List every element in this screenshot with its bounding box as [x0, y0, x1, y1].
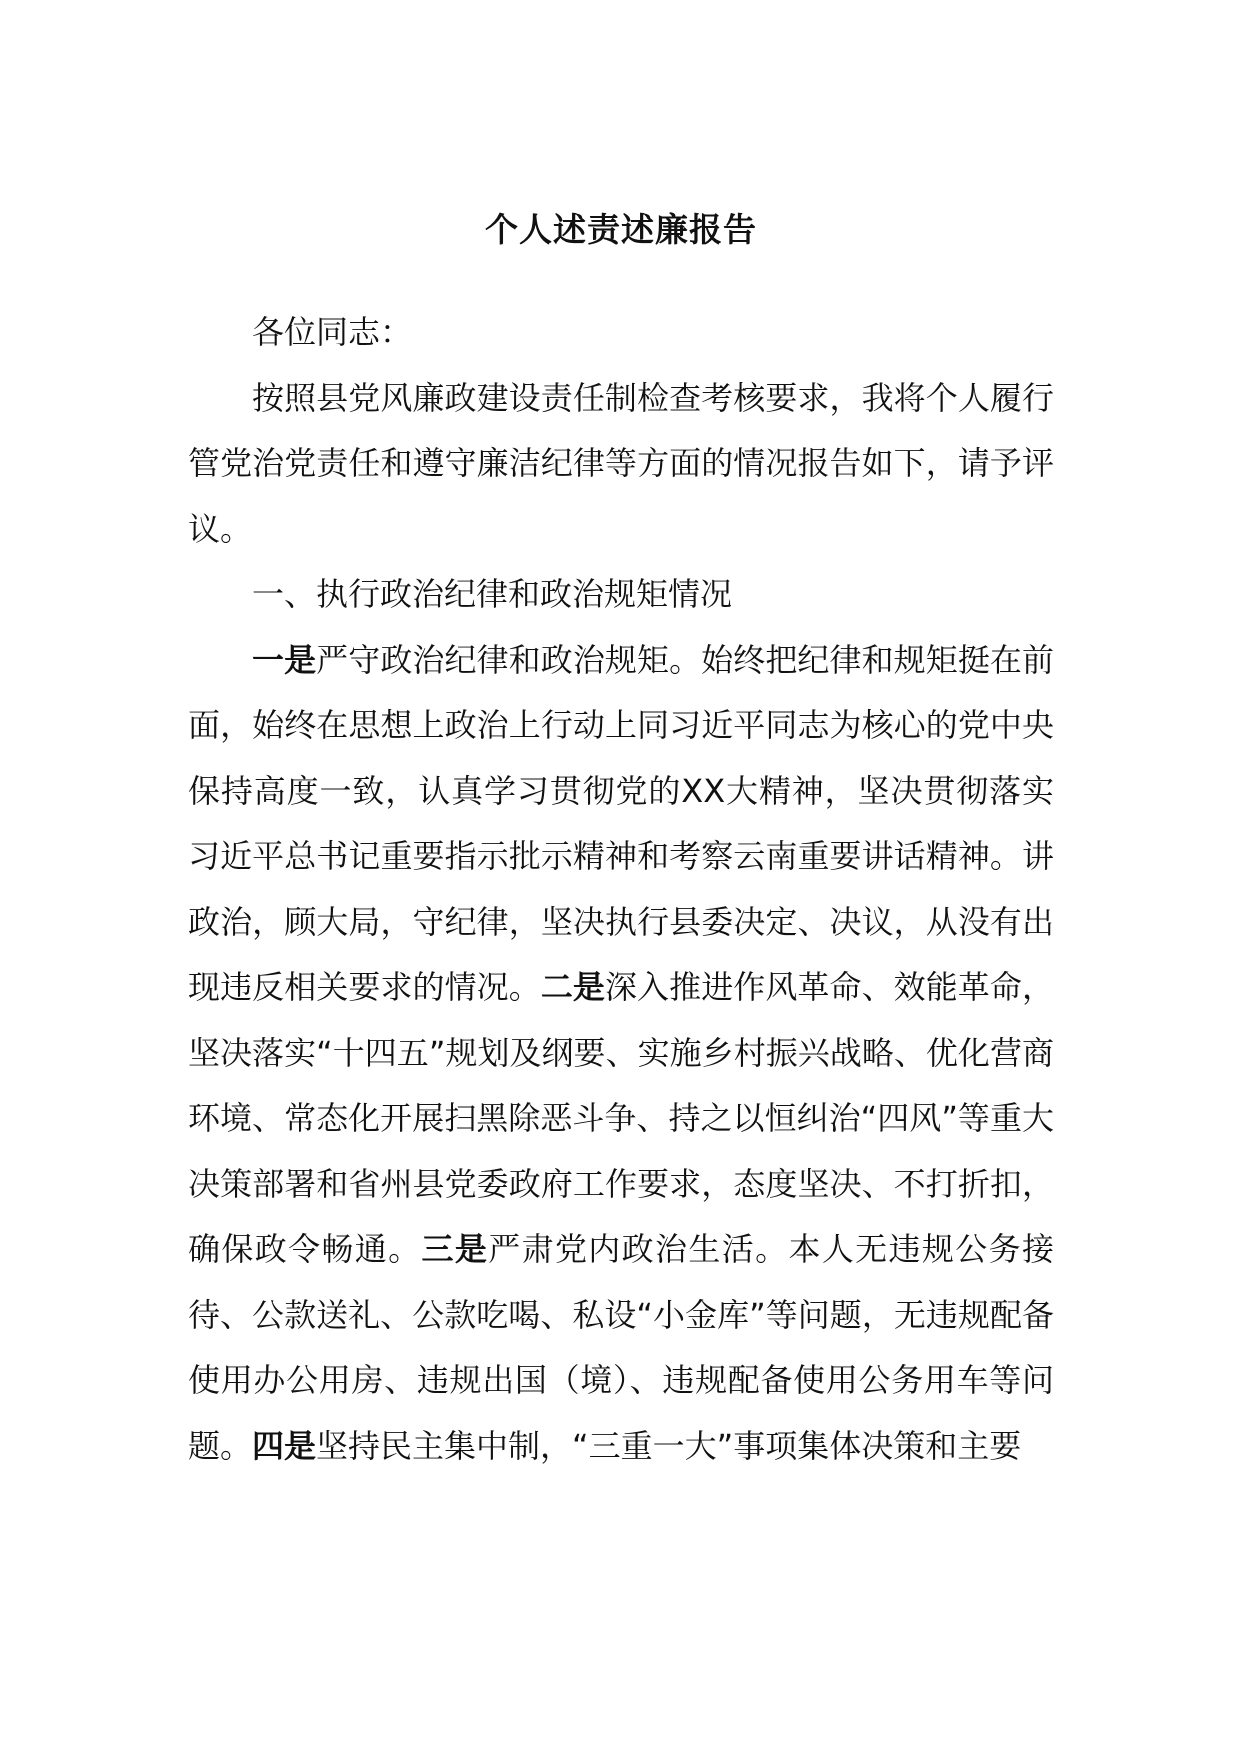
point-label: 二是: [540, 968, 605, 1006]
document-body: [188, 300, 1054, 1479]
point-text: 严肃党内政治生活。本人无违规公务接待、公款送礼、公款吃喝、私设“小金库”等问题，无违规配备使用办公用房、违规出国（境）、违规配备使用公务用车等问题。: [188, 1230, 1054, 1465]
section-paragraph: [188, 628, 1054, 1480]
section-heading: 一、执行政治纪律和政治规矩情况: [252, 575, 733, 613]
point-label: 三是: [421, 1230, 489, 1268]
document-page: [188, 0, 1054, 1754]
point-text: 深入推进作风革命、效能革命，坚决落实“十四五”规划及纲要、实施乡村振兴战略、优化营商环境、常态化开展扫黑除恶斗争、持之以恒纠治“四风”等重大决策部署和省州县党委政府工作要求，态度坚决、不打折扣，确保政令畅通。: [188, 968, 1054, 1268]
intro-paragraph: 按照县党风廉政建设责任制检查考核要求，我将个人履行管党治党责任和遵守廉洁纪律等方面的情况报告如下，请予评议。: [188, 378, 1054, 548]
point-label: 四是: [252, 1426, 317, 1465]
greeting: 各位同志：: [252, 313, 413, 351]
point-text: 严守政治纪律和政治规矩。始终把纪律和规矩挺在前面，始终在思想上政治上行动上同习近平同志为核心的党中央保持高度一致，认真学习贯彻党的XX大精神，坚决贯彻落实习近平总书记重要指示批示精神和考察云南重要讲话精神。讲政治，顾大局，守纪律，坚决执行县委决定、决议，从没有出现违反相关要求的情况。: [188, 640, 1054, 1006]
document-title: 个人述责述廉报告: [485, 210, 757, 249]
point-label: 一是: [252, 640, 317, 679]
point-text: 坚持民主集中制，“三重一大”事项集体决策和主要: [316, 1426, 1022, 1465]
